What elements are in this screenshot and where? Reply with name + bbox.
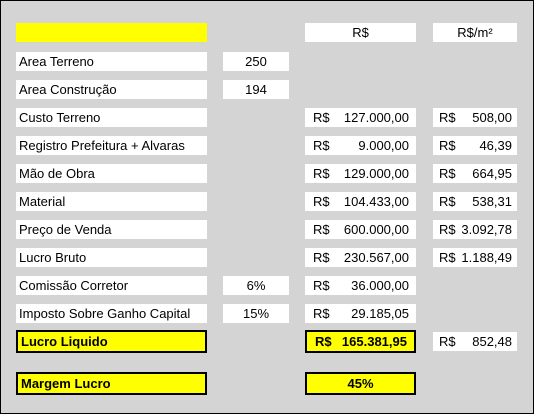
preco-venda-per-m2[interactable] bbox=[433, 220, 517, 239]
amount: 600.000,00 bbox=[343, 222, 409, 237]
label-comissao[interactable]: Comissão Corretor bbox=[16, 276, 207, 295]
currency-symbol: R$ bbox=[439, 166, 456, 181]
area-terreno-value[interactable]: 250 bbox=[223, 52, 289, 71]
area-construcao-value[interactable]: 194 bbox=[223, 80, 289, 99]
margem-lucro-value[interactable]: 45% bbox=[305, 372, 416, 395]
currency-symbol: R$ bbox=[313, 194, 330, 209]
registro-value[interactable] bbox=[305, 136, 416, 155]
imposto-rate[interactable]: 15% bbox=[223, 304, 289, 323]
amount: 538,31 bbox=[472, 194, 512, 209]
title-cell-empty[interactable] bbox=[16, 23, 207, 42]
label-lucro-liquido[interactable]: Lucro Liquido bbox=[16, 330, 207, 353]
currency-symbol: R$ bbox=[439, 334, 456, 349]
lucro-liquido-value[interactable] bbox=[305, 330, 416, 353]
preco-venda-value[interactable] bbox=[305, 220, 416, 239]
currency-symbol: R$ bbox=[439, 138, 456, 153]
registro-per-m2[interactable] bbox=[433, 136, 517, 155]
amount: 508,00 bbox=[472, 110, 512, 125]
amount: 165.381,95 bbox=[341, 334, 407, 349]
amount: 3.092,78 bbox=[461, 222, 512, 237]
custo-terreno-value[interactable] bbox=[305, 108, 416, 127]
currency-symbol: R$ bbox=[439, 110, 456, 125]
currency-symbol: R$ bbox=[439, 222, 456, 237]
amount: 104.433,00 bbox=[343, 194, 409, 209]
currency-symbol: R$ bbox=[313, 250, 330, 265]
header-value-column[interactable]: R$ bbox=[305, 23, 416, 42]
currency-symbol: R$ bbox=[313, 278, 330, 293]
amount: 1.188,49 bbox=[461, 250, 512, 265]
label-custo-terreno[interactable]: Custo Terreno bbox=[16, 108, 207, 127]
currency-symbol: R$ bbox=[313, 110, 330, 125]
mao-obra-value[interactable] bbox=[305, 164, 416, 183]
amount: 852,48 bbox=[472, 334, 512, 349]
label-imposto[interactable]: Imposto Sobre Ganho Capital bbox=[16, 304, 207, 323]
label-lucro-bruto[interactable]: Lucro Bruto bbox=[16, 248, 207, 267]
currency-symbol: R$ bbox=[313, 306, 330, 321]
amount: 129.000,00 bbox=[343, 166, 409, 181]
currency-symbol: R$ bbox=[313, 166, 330, 181]
currency-symbol: R$ bbox=[439, 194, 456, 209]
amount: 230.567,00 bbox=[343, 250, 409, 265]
currency-symbol: R$ bbox=[313, 138, 330, 153]
comissao-rate[interactable]: 6% bbox=[223, 276, 289, 295]
amount: 664,95 bbox=[472, 166, 512, 181]
material-value[interactable] bbox=[305, 192, 416, 211]
currency-symbol: R$ bbox=[439, 250, 456, 265]
mao-obra-per-m2[interactable] bbox=[433, 164, 517, 183]
imposto-value[interactable] bbox=[305, 304, 416, 323]
label-material[interactable]: Material bbox=[16, 192, 207, 211]
label-area-construcao[interactable]: Area Construção bbox=[16, 80, 207, 99]
label-area-terreno[interactable]: Area Terreno bbox=[16, 52, 207, 71]
lucro-bruto-per-m2[interactable] bbox=[433, 248, 517, 267]
currency-symbol: R$ bbox=[313, 222, 330, 237]
label-margem-lucro[interactable]: Margem Lucro bbox=[16, 372, 207, 395]
amount: 46,39 bbox=[479, 138, 512, 153]
comissao-value[interactable] bbox=[305, 276, 416, 295]
material-per-m2[interactable] bbox=[433, 192, 517, 211]
amount: 29.185,05 bbox=[351, 306, 409, 321]
label-mao-obra[interactable]: Mão de Obra bbox=[16, 164, 207, 183]
currency-symbol: R$ bbox=[315, 334, 332, 349]
custo-terreno-per-m2[interactable] bbox=[433, 108, 517, 127]
label-registro[interactable]: Registro Prefeitura + Alvaras bbox=[16, 136, 207, 155]
amount: 127.000,00 bbox=[343, 110, 409, 125]
lucro-liquido-per-m2[interactable] bbox=[433, 332, 517, 351]
label-preco-venda[interactable]: Preço de Venda bbox=[16, 220, 207, 239]
header-per-m2-column[interactable]: R$/m² bbox=[433, 23, 517, 42]
amount: 9.000,00 bbox=[358, 138, 409, 153]
amount: 36.000,00 bbox=[351, 278, 409, 293]
lucro-bruto-value[interactable] bbox=[305, 248, 416, 267]
